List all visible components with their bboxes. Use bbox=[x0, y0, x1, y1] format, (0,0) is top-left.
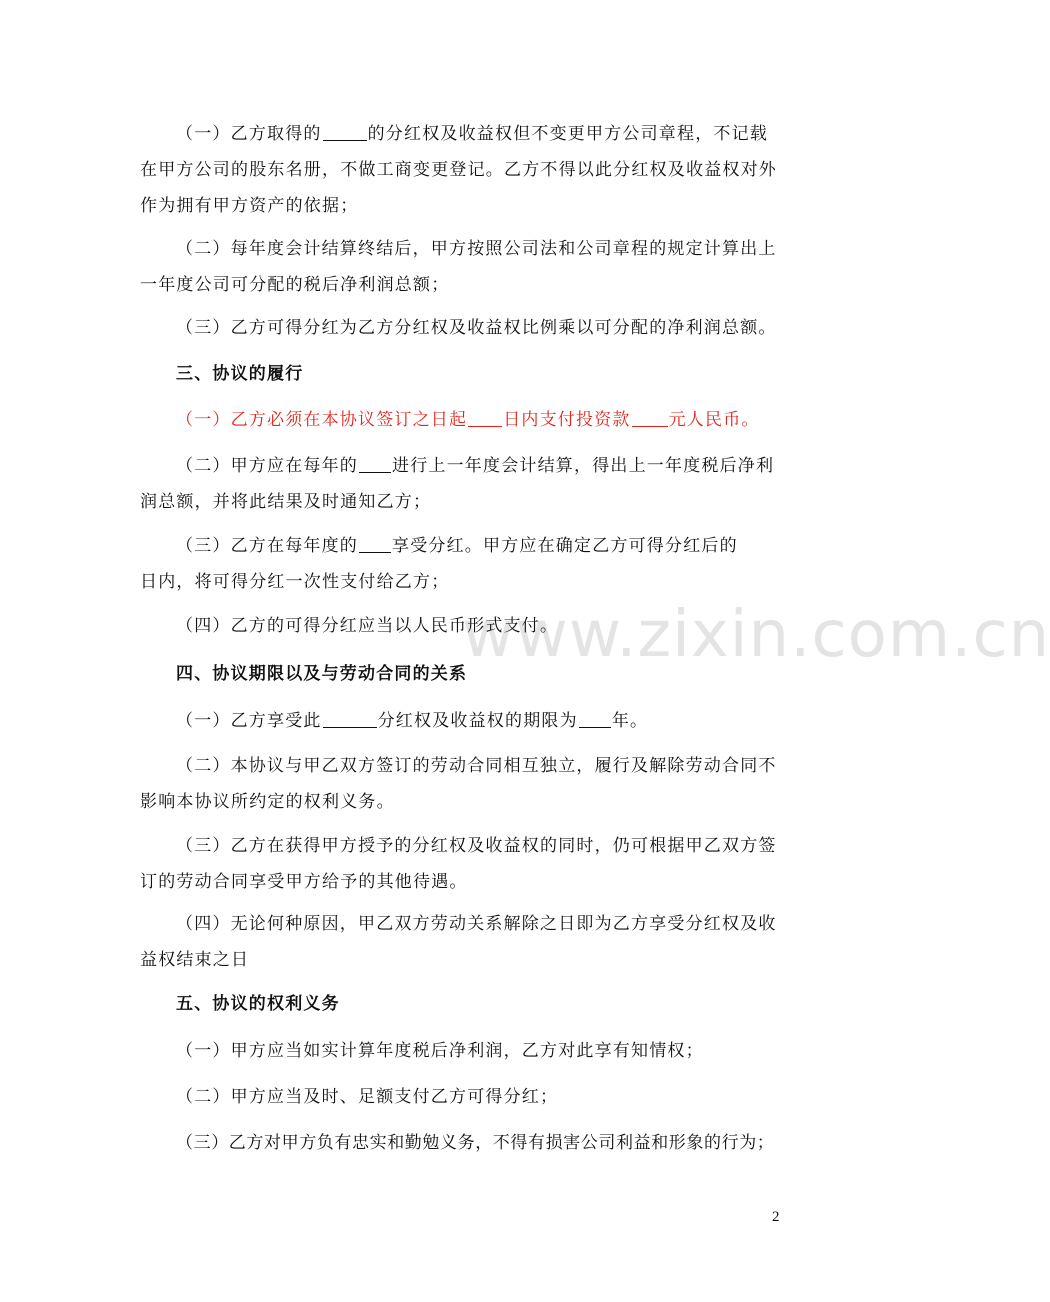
blank-field bbox=[359, 536, 391, 553]
section-heading-5 bbox=[140, 986, 782, 1022]
text: （二）本协议与甲乙双方签订的劳动合同相互独立，履行及解除劳动合同不 bbox=[176, 756, 777, 776]
blank-field bbox=[359, 456, 391, 473]
paragraph-s4-item-3 bbox=[140, 828, 782, 900]
text: 分红权及收益权的期限为 bbox=[377, 711, 578, 731]
text: （三）乙方在每年度的 bbox=[176, 536, 358, 556]
text: 享受分红。甲方应在确定乙方可得分红后的 bbox=[392, 536, 738, 556]
text: 日内支付投资款 bbox=[503, 410, 631, 430]
text: 作为拥有甲方资产的依据； bbox=[140, 196, 359, 216]
paragraph-s5-item-2 bbox=[140, 1079, 782, 1115]
text: （一）乙方享受此 bbox=[176, 711, 322, 731]
paragraph-s4-item-2 bbox=[140, 748, 782, 820]
paragraph-s5-item-1 bbox=[140, 1033, 782, 1069]
text: （三）乙方可得分红为乙方分红权及收益权比例乘以可分配的净利润总额。 bbox=[176, 318, 777, 338]
text: （一）甲方应当如实计算年度税后净利润，乙方对此享有知情权； bbox=[176, 1041, 704, 1061]
text: 年。 bbox=[611, 711, 649, 731]
page-number: 2 bbox=[772, 1209, 780, 1225]
heading-text: 五、协议的权利义务 bbox=[176, 994, 340, 1014]
heading-text: 四、协议期限以及与劳动合同的关系 bbox=[176, 664, 468, 684]
text: 在甲方公司的股东名册，不做工商变更登记。乙方不得以此分红权及收益权对外 bbox=[140, 160, 777, 180]
text: 润总额，并将此结果及时通知乙方； bbox=[140, 492, 432, 512]
text: （二）每年度会计结算终结后，甲方按照公司法和公司章程的规定计算出上 bbox=[176, 239, 777, 259]
text: 日内，将可得分红一次性支付给乙方； bbox=[140, 572, 450, 592]
text: 益权结束之日 bbox=[140, 950, 250, 970]
watermark: www.zixin.com.cn bbox=[462, 598, 1050, 672]
text: （四）乙方的可得分红应当以人民币形式支付。 bbox=[176, 616, 559, 636]
blank-field bbox=[468, 410, 502, 427]
paragraph-s2-item-2 bbox=[140, 231, 782, 303]
text: （一）乙方必须在本协议签订之日起 bbox=[176, 410, 468, 430]
text: （一）乙方取得的 bbox=[176, 124, 322, 144]
text: （三）乙方对甲方负有忠实和勤勉义务，不得有损害公司利益和形象的行为； bbox=[176, 1133, 775, 1153]
paragraph-s4-item-4 bbox=[140, 906, 782, 978]
paragraph-s3-item-2 bbox=[140, 448, 782, 520]
text: 影响本协议所约定的权利义务。 bbox=[140, 792, 395, 812]
paragraph-s3-item-1 bbox=[140, 402, 782, 438]
paragraph-s5-item-3 bbox=[140, 1125, 782, 1161]
text: （四）无论何种原因，甲乙双方劳动关系解除之日即为乙方享受分红权及收 bbox=[176, 914, 777, 934]
text: 的分红权及收益权但不变更甲方公司章程，不记载 bbox=[367, 124, 769, 144]
text: （二）甲方应当及时、足额支付乙方可得分红； bbox=[176, 1087, 559, 1107]
paragraph-s2-item-3 bbox=[140, 310, 782, 346]
paragraph-s4-item-1 bbox=[140, 703, 782, 739]
section-heading-3 bbox=[140, 356, 782, 392]
text: 进行上一年度会计结算，得出上一年度税后净利 bbox=[392, 456, 775, 476]
blank-field bbox=[579, 711, 611, 728]
text: 订的劳动合同享受甲方给予的其他待遇。 bbox=[140, 872, 468, 892]
text: 元人民币。 bbox=[668, 410, 760, 430]
text: 一年度公司可分配的税后净利润总额； bbox=[140, 275, 450, 295]
text: （二）甲方应在每年的 bbox=[176, 456, 358, 476]
section-heading-4 bbox=[140, 656, 782, 692]
paragraph-s3-item-4 bbox=[140, 608, 782, 644]
blank-field bbox=[323, 711, 377, 728]
paragraph-s3-item-3 bbox=[140, 528, 782, 600]
blank-field bbox=[632, 410, 668, 427]
paragraph-s2-item-1 bbox=[140, 116, 782, 224]
text: （三）乙方在获得甲方授予的分红权及收益权的同时，仍可根据甲乙双方签 bbox=[176, 836, 777, 856]
heading-text: 三、协议的履行 bbox=[176, 364, 304, 384]
blank-field bbox=[323, 124, 367, 141]
